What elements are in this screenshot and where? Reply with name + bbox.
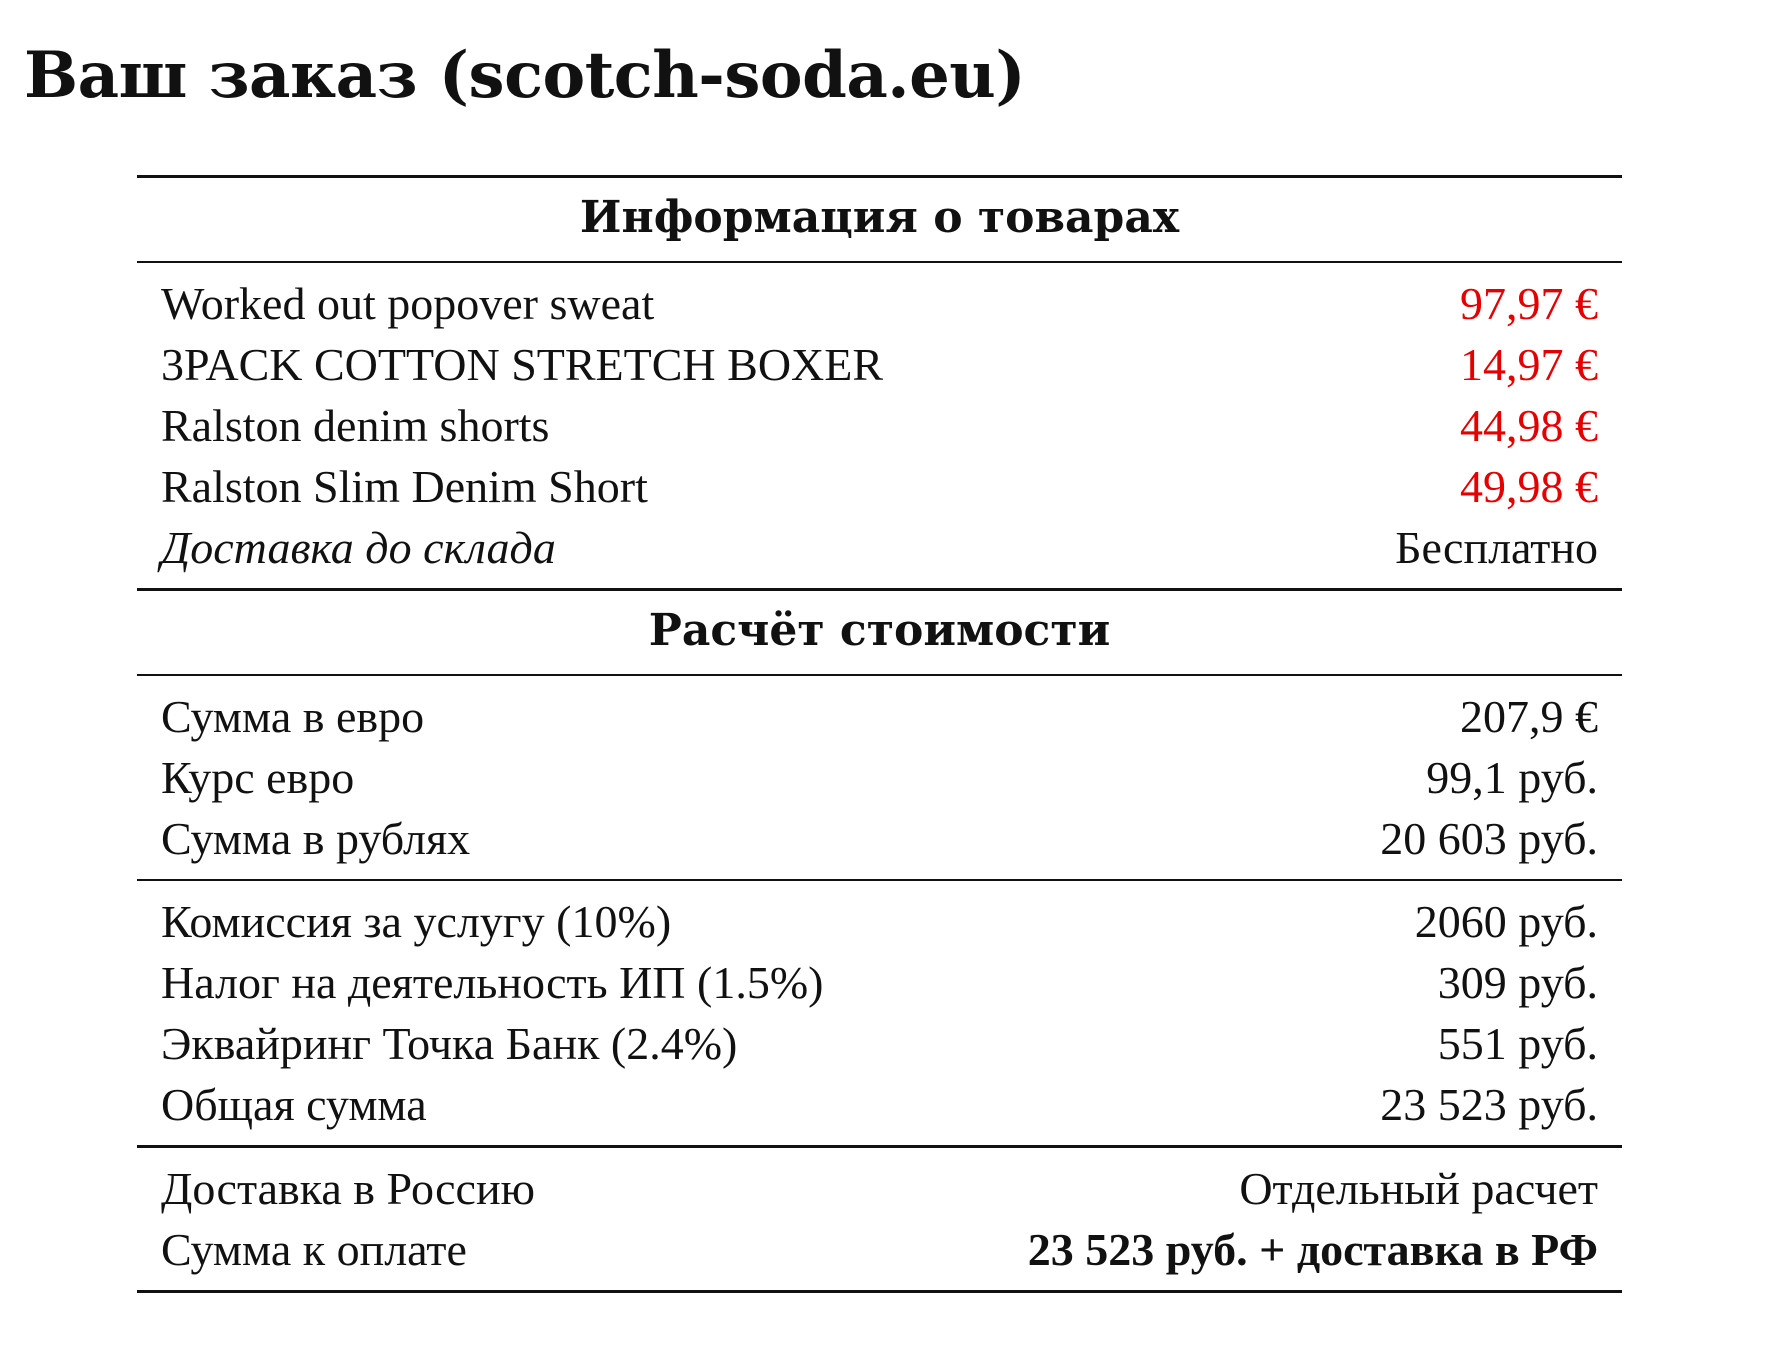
payment-list: [137, 1148, 1622, 1290]
conversion-label: Сумма в евро: [161, 691, 425, 742]
amount-due-label: Сумма к оплате: [161, 1224, 467, 1275]
order-summary-table: [137, 175, 1622, 1293]
calculation-section-header: Расчёт стоимости: [648, 605, 1111, 656]
conversion-row: [161, 747, 1598, 808]
products-section-header: Информация о товарах: [579, 192, 1180, 243]
conversion-value: 20 603 руб.: [1380, 813, 1598, 864]
fee-label: Эквайринг Точка Банк (2.4%): [161, 1018, 738, 1069]
fee-label: Налог на деятельность ИП (1.5%): [161, 957, 824, 1008]
product-name: 3PACK COTTON STRETCH BOXER: [161, 339, 884, 390]
amount-due-row: [161, 1219, 1598, 1280]
conversion-list: [137, 676, 1622, 879]
fee-row: [161, 1013, 1598, 1074]
fee-row: [161, 952, 1598, 1013]
warehouse-delivery-label: Доставка до склада: [161, 522, 556, 573]
product-price: 97,97 €: [1460, 278, 1598, 329]
amount-due-value: 23 523 руб. + доставка в РФ: [1027, 1224, 1598, 1275]
product-name: Ralston denim shorts: [161, 400, 550, 451]
conversion-label: Курс евро: [161, 752, 355, 803]
product-price: 49,98 €: [1460, 461, 1598, 512]
russia-delivery-label: Доставка в Россию: [161, 1163, 535, 1214]
product-row: [161, 334, 1598, 395]
fee-value: 551 руб.: [1437, 1018, 1598, 1069]
warehouse-delivery-value: Бесплатно: [1395, 522, 1598, 573]
warehouse-delivery-row: [161, 517, 1598, 578]
conversion-value: 207,9 €: [1460, 691, 1598, 742]
fee-value: 2060 руб.: [1414, 896, 1598, 947]
fee-value: 309 руб.: [1437, 957, 1598, 1008]
russia-delivery-value: Отдельный расчет: [1239, 1163, 1598, 1214]
product-row: [161, 273, 1598, 334]
product-price: 14,97 €: [1460, 339, 1598, 390]
conversion-row: [161, 686, 1598, 747]
fees-list: [137, 881, 1622, 1145]
total-value: 23 523 руб.: [1380, 1079, 1598, 1130]
product-name: Worked out popover sweat: [161, 278, 655, 329]
page-title: Ваш заказ (scotch-soda.eu): [24, 38, 1026, 113]
conversion-value: 99,1 руб.: [1426, 752, 1598, 803]
product-name: Ralston Slim Denim Short: [161, 461, 648, 512]
total-label: Общая сумма: [161, 1079, 427, 1130]
product-price: 44,98 €: [1460, 400, 1598, 451]
conversion-row: [161, 808, 1598, 869]
fee-label: Комиссия за услугу (10%): [161, 896, 672, 947]
product-row: [161, 456, 1598, 517]
conversion-label: Сумма в рублях: [161, 813, 471, 864]
bottom-rule: [137, 1290, 1622, 1293]
russia-delivery-row: [161, 1158, 1598, 1219]
product-row: [161, 395, 1598, 456]
fee-row: [161, 891, 1598, 952]
products-list: [137, 263, 1622, 588]
total-row: [161, 1074, 1598, 1135]
